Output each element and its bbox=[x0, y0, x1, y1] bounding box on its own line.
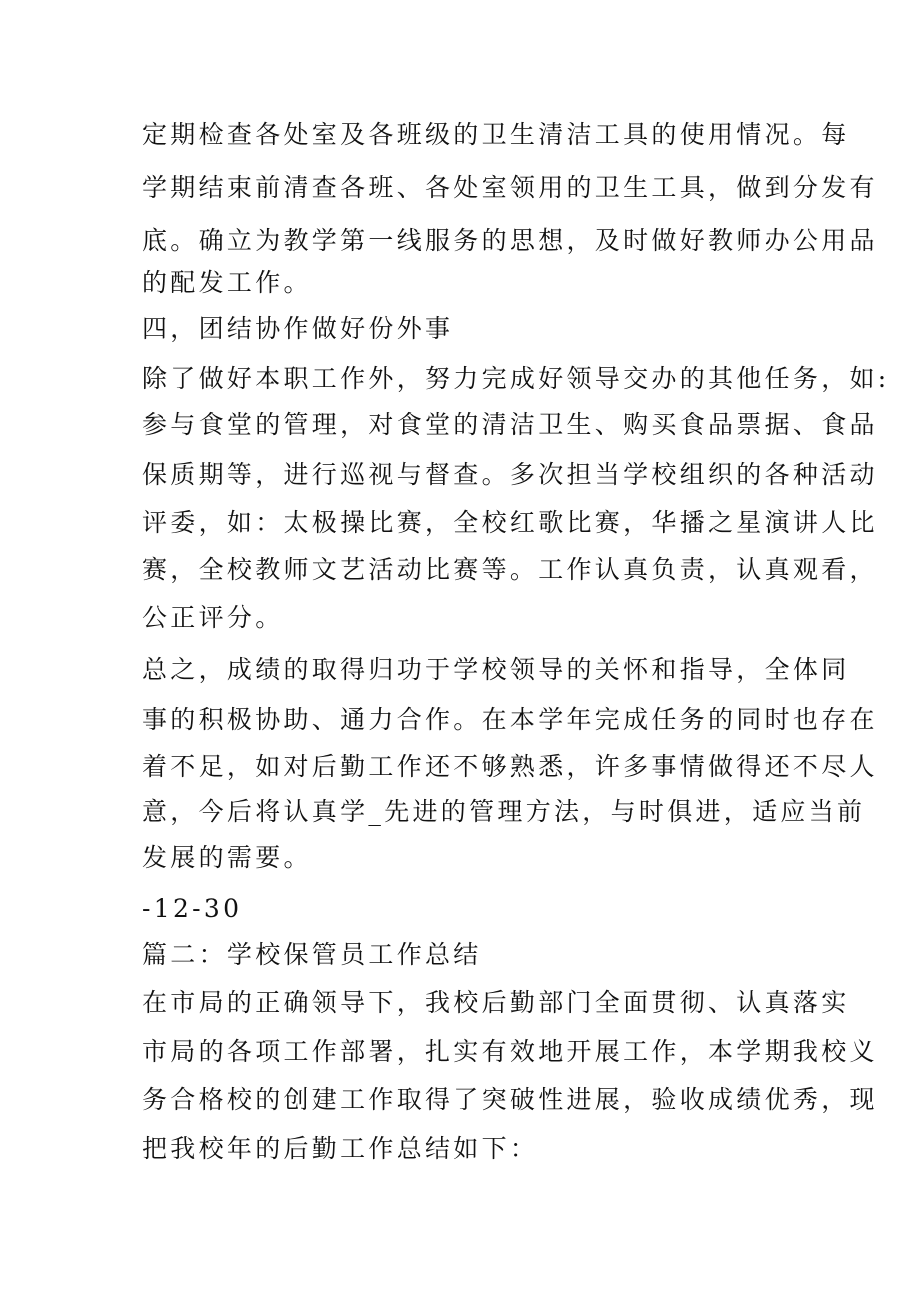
text-line: 底。确立为教学第一线服务的思想，及时做好教师办公用品 bbox=[142, 226, 878, 255]
text-line: 把我校年的后勤工作总结如下： bbox=[142, 1134, 539, 1163]
text-line: 在市局的正确领导下，我校后勤部门全面贯彻、认真落实 bbox=[142, 988, 850, 1017]
text-line: 务合格校的创建工作取得了突破性进展，验收成绩优秀，现 bbox=[142, 1085, 878, 1114]
text-line: 的配发工作。 bbox=[142, 268, 312, 297]
text-line: 总之，成绩的取得归功于学校领导的关怀和指导，全体同 bbox=[142, 655, 850, 684]
text-line: 除了做好本职工作外，努力完成好领导交办的其他任务，如: bbox=[142, 364, 890, 393]
text-line: 参与食堂的管理，对食堂的清洁卫生、购买食品票据、食品 bbox=[142, 410, 878, 439]
text-line: 保质期等，进行巡视与督查。多次担当学校组织的各种活动 bbox=[142, 460, 878, 489]
text-line: 市局的各项工作部署，扎实有效地开展工作，本学期我校义 bbox=[142, 1037, 878, 1066]
text-line: 赛，全校教师文艺活动比赛等。工作认真负责，认真观看， bbox=[142, 555, 878, 584]
section-heading: 四，团结协作做好份外事 bbox=[142, 314, 454, 343]
text-line: 定期检查各处室及各班级的卫生清洁工具的使用情况。每 bbox=[142, 120, 850, 149]
text-line: 发展的需要。 bbox=[142, 843, 312, 872]
text-line: 着不足，如对后勤工作还不够熟悉，许多事情做得还不尽人 bbox=[142, 752, 878, 781]
text-line: 学期结束前清查各班、各处室领用的卫生工具，做到分发有 bbox=[142, 173, 878, 202]
text-line: 事的积极协助、通力合作。在本学年完成任务的同时也存在 bbox=[142, 705, 878, 734]
date-line: -12-30 bbox=[142, 894, 243, 923]
text-line: 公正评分。 bbox=[142, 603, 284, 632]
section-title: 篇二：学校保管员工作总结 bbox=[142, 940, 482, 969]
text-line: 评委，如：太极操比赛，全校红歌比赛，华播之星演讲人比 bbox=[142, 508, 878, 537]
text-line: 意，今后将认真学_先进的管理方法，与时俱进，适应当前 bbox=[142, 797, 866, 826]
